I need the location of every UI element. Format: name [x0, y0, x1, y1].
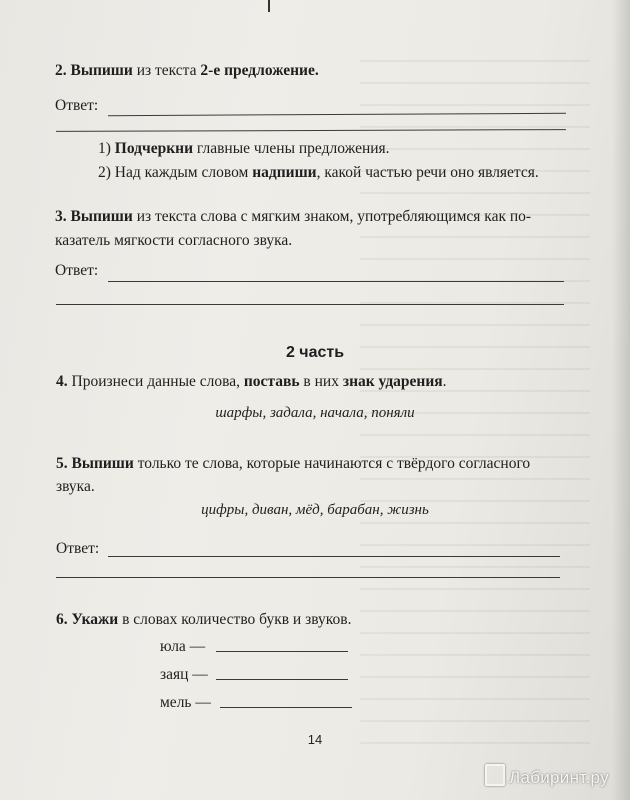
page-number: 14: [307, 732, 323, 747]
task6-item-1: юла —: [160, 638, 206, 655]
task3-answer-line-1[interactable]: [108, 281, 564, 282]
task2-instruction: 2. Выпиши из текста 2-е предложение.: [55, 62, 319, 79]
task2-sub2: 2) Над каждым словом надпиши, какой частью речи оно является.: [98, 164, 539, 181]
task3-answer-label: Ответ:: [55, 262, 99, 279]
watermark: Лабиринт.ру: [485, 764, 609, 788]
task5-answer-line-1[interactable]: [108, 556, 560, 557]
task6-answer-line-1[interactable]: [216, 651, 348, 652]
task3-instruction-line2: казатель мягкости согласного звука.: [55, 232, 293, 249]
task6-item-2: заяц —: [160, 666, 208, 683]
task3-answer-line-2[interactable]: [56, 304, 564, 305]
task5-instruction-line1: 5. Выпиши только те слова, которые начинаются с твёрдого согласного: [56, 455, 531, 472]
task5-answer-label: Ответ:: [56, 540, 100, 557]
task3-instruction-line1: 3. Выпиши из текста слова с мягким знаком, употребляющимся как по-: [55, 208, 532, 225]
task6-answer-line-2[interactable]: [216, 679, 348, 680]
task4-words: шарфы, задала, начала, поняли: [215, 405, 415, 421]
part2-heading: 2 часть: [285, 344, 345, 361]
page-shadow: [612, 0, 630, 800]
task6-instruction: 6. Укажи в словах количество букв и звуков.: [56, 611, 352, 628]
task2-sub1: 1) Подчеркни главные члены предложения.: [98, 140, 390, 157]
task2-answer-label: Ответ:: [55, 97, 99, 114]
task4-instruction: 4. Произнеси данные слова, поставь в них знак ударения.: [56, 373, 447, 390]
top-mark: [268, 0, 270, 12]
labirint-logo-icon: [485, 764, 505, 786]
task6-answer-line-3[interactable]: [220, 707, 352, 708]
task5-instruction-line2: звука.: [56, 478, 95, 495]
task5-words: цифры, диван, мёд, барабан, жизнь: [201, 502, 429, 518]
task6-item-3: мель —: [160, 694, 211, 711]
task5-answer-line-2[interactable]: [56, 577, 560, 578]
